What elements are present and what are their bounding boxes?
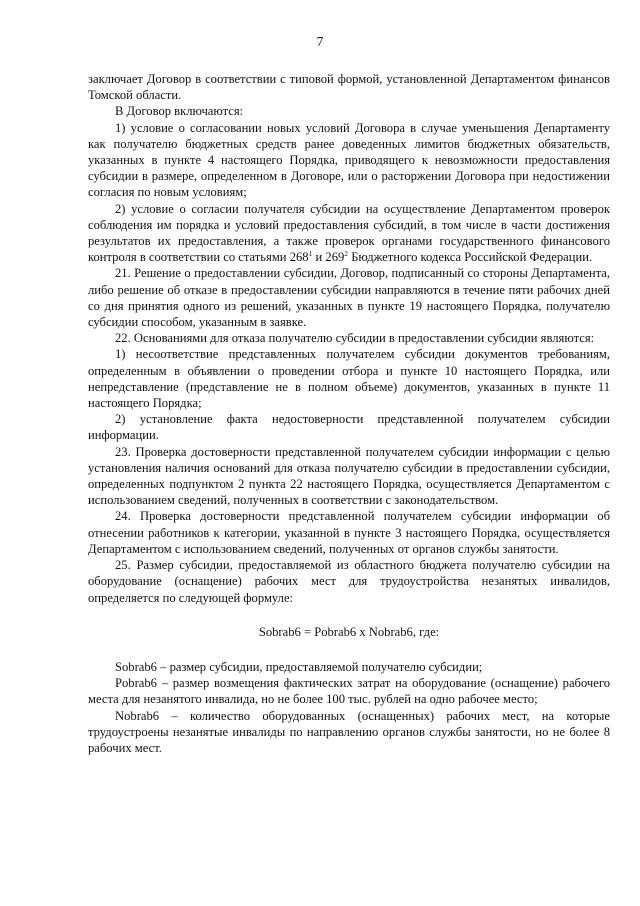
page-number: 7	[316, 34, 324, 49]
paragraph-contract-form: заключает Договор в соответствии с типовой формой, установленной Департаментом финансов Томской области.	[88, 72, 610, 103]
paragraph-condition-2	[88, 201, 610, 266]
paragraph-22-item-1: 1) несоответствие представленных получателем субсидии документов требованиям, определенным в объявлении о проведении отбора и пункте 10 настоящего Порядка, или непредставление (представление не в полном объеме) документов, указанных в пункте 11 настоящего Порядка;	[88, 347, 610, 411]
paragraph-contract-includes: В Договор включаются:	[115, 104, 244, 119]
definition-nobrab6: Nobrab6 – количество оборудованных (оснащенных) рабочих мест, на которые трудоустроены незанятые инвалиды по направлению органов службы занятости, но не более 8 рабочих мест.	[88, 708, 610, 755]
definition-sobrab6: Sobrab6 – размер субсидии, предоставляемой получателю субсидии;	[115, 659, 483, 674]
conjunction-and: и	[315, 250, 323, 265]
paragraph-22: 22. Основаниями для отказа получателю субсидии в предоставлении субсидии являются:	[115, 331, 595, 346]
paragraph-23: 23. Проверка достоверности представленной получателем субсидии информации с целью установления наличия оснований для отказа получателю субсидии в предоставлении субсидии, определенных подпунктом 2 пункта 22 настоящего Порядка, осуществляется Департаментом с использованием сведений, полученных в соответствии с законодательством.	[88, 444, 610, 508]
article-269: 269	[325, 250, 345, 265]
article-269-superscript: 2	[344, 249, 349, 259]
document-body	[88, 71, 610, 756]
budget-code-reference: Бюджетного кодекса Российской Федерации.	[351, 250, 593, 265]
paragraph-24: 24. Проверка достоверности представленной получателем субсидии информации об отнесении работников к категории, указанной в пункте 3 настоящего Порядка, осуществляется Департаментом с использованием сведений, полученных от органов службы занятости.	[88, 509, 610, 556]
paragraph-condition-1: 1) условие о согласовании новых условий Договора в случае уменьшения Департаменту как получателю бюджетных средств ранее доведенных лимитов бюджетных обязательств, указанных в пункте 4 настоящего Порядка, приводящего к невозможности предоставления субсидии в размере, определенном в Договоре, или о расторжении Договора при недостижении согласия по новым условиям;	[88, 120, 610, 200]
article-268: 268	[289, 250, 309, 265]
paragraph-21: 21. Решение о предоставлении субсидии, Договор, подписанный со стороны Департамента, либо решение об отказе в предоставлении субсидии направляются в течение пяти рабочих дней со дня принятия одного из решений, указанных в пункте 19 настоящего Порядка, получателю субсидии способом, указанным в заявке.	[88, 266, 610, 330]
article-268-superscript: 1	[308, 249, 313, 259]
paragraph-22-item-2: 2) установление факта недостоверности представленной получателем субсидии информации.	[88, 412, 610, 443]
definition-pobrab6: Pobrab6 – размер возмещения фактических затрат на оборудование (оснащение) рабочего места для незанятого инвалида, но не более 100 тыс. рублей на одно рабочее место;	[88, 676, 610, 707]
paragraph-25: 25. Размер субсидии, предоставляемой из областного бюджета получателю субсидии на оборудование (оснащение) рабочих мест для трудоустройства незанятых инвалидов, определяется по следующей формуле:	[88, 558, 610, 605]
condition-2-text: 2) условие о согласии получателя субсидии на осуществление Департаментом проверок соблюдения им порядка и условий предоставления субсидий, в том числе в части достижения результатов их предоставления, а также проверок органами государственного финансового контроля в соответствии со статьями	[88, 201, 610, 265]
subsidy-formula: Sobrab6 = Pobrab6 x Nobrab6, где:	[258, 624, 440, 639]
